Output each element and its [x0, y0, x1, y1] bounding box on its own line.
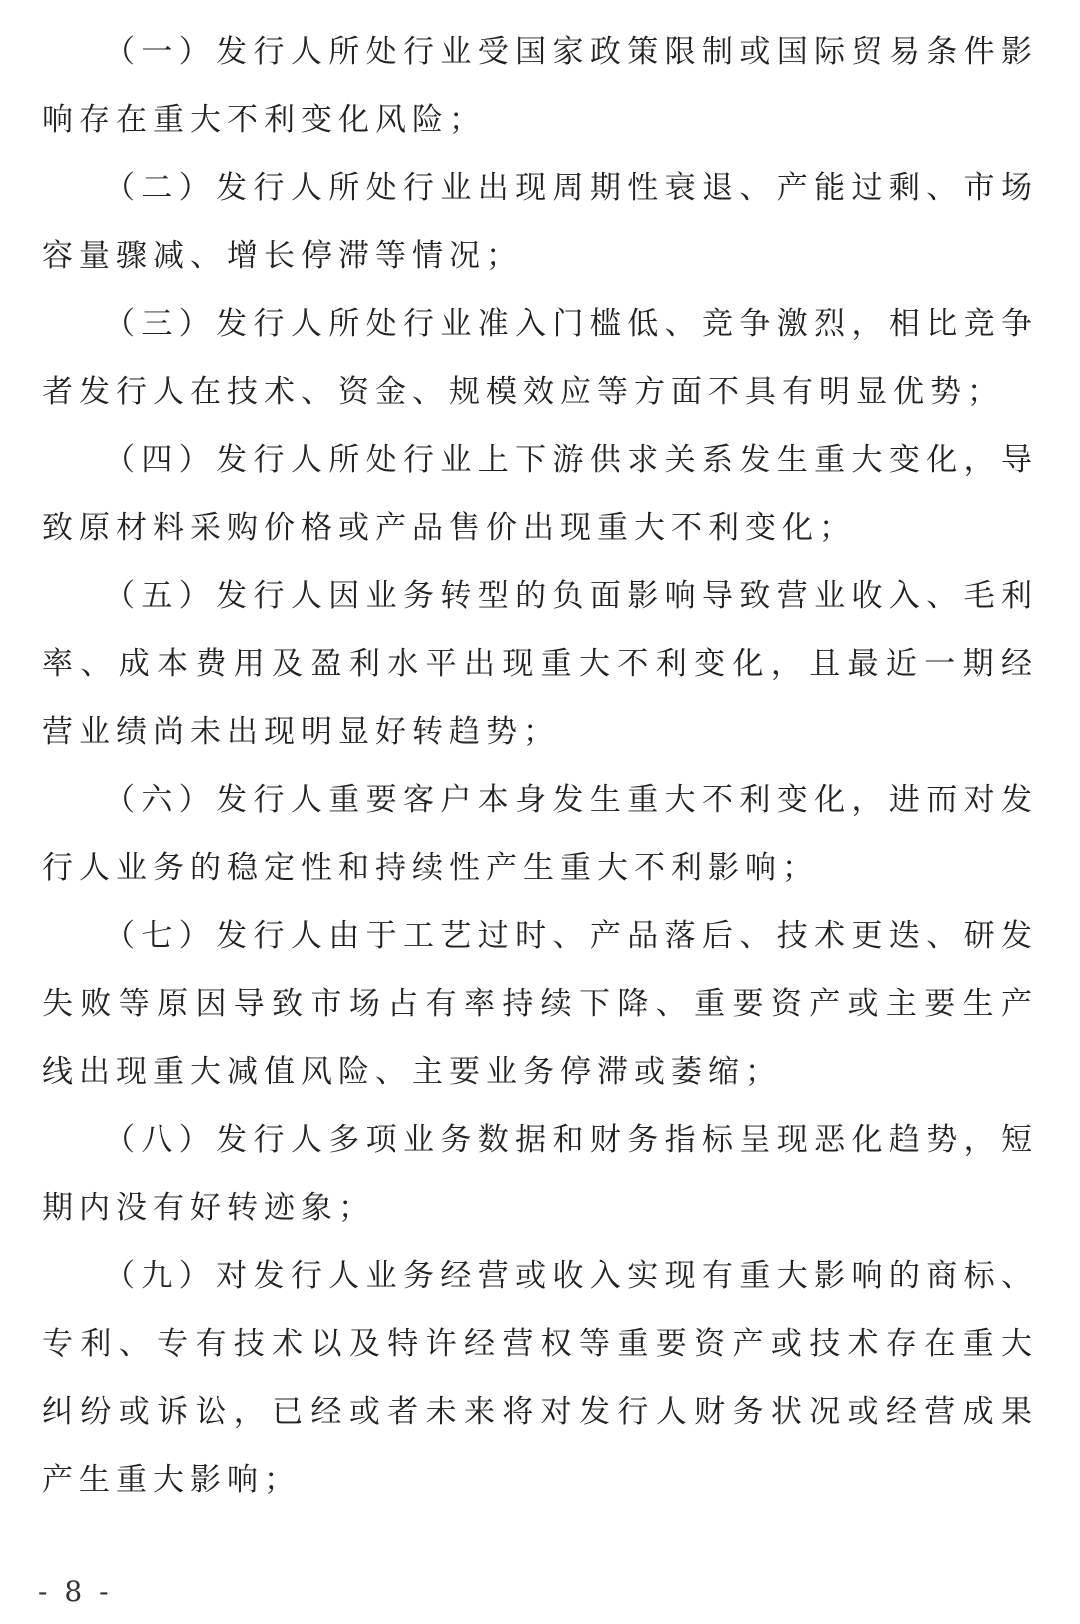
document-body — [42, 18, 1038, 1514]
paragraph-1: （一）发行人所处行业受国家政策限制或国际贸易条件影响存在重大不利变化风险； — [42, 34, 1038, 138]
paragraph-8: （八）发行人多项业务数据和财务指标呈现恶化趋势，短期内没有好转迹象； — [42, 1122, 1038, 1226]
paragraph-6: （六）发行人重要客户本身发生重大不利变化，进而对发行人业务的稳定性和持续性产生重大不利影响； — [42, 782, 1038, 886]
paragraph-7: （七）发行人由于工艺过时、产品落后、技术更迭、研发失败等原因导致市场占有率持续下降、重要资产或主要生产线出现重大减值风险、主要业务停滞或萎缩； — [42, 918, 1038, 1090]
page-number: - 8 - — [38, 1575, 113, 1608]
paragraph-4: （四）发行人所处行业上下游供求关系发生重大变化，导致原材料采购价格或产品售价出现重大不利变化； — [42, 442, 1038, 546]
paragraph-3: （三）发行人所处行业准入门槛低、竞争激烈，相比竞争者发行人在技术、资金、规模效应等方面不具有明显优势； — [42, 306, 1038, 410]
paragraph-9: （九）对发行人业务经营或收入实现有重大影响的商标、专利、专有技术以及特许经营权等重要资产或技术存在重大纠纷或诉讼，已经或者未来将对发行人财务状况或经营成果产生重大影响； — [42, 1258, 1038, 1498]
paragraph-5: （五）发行人因业务转型的负面影响导致营业收入、毛利率、成本费用及盈利水平出现重大不利变化，且最近一期经营业绩尚未出现明显好转趋势； — [42, 578, 1038, 750]
paragraph-2: （二）发行人所处行业出现周期性衰退、产能过剩、市场容量骤减、增长停滞等情况； — [42, 170, 1038, 274]
